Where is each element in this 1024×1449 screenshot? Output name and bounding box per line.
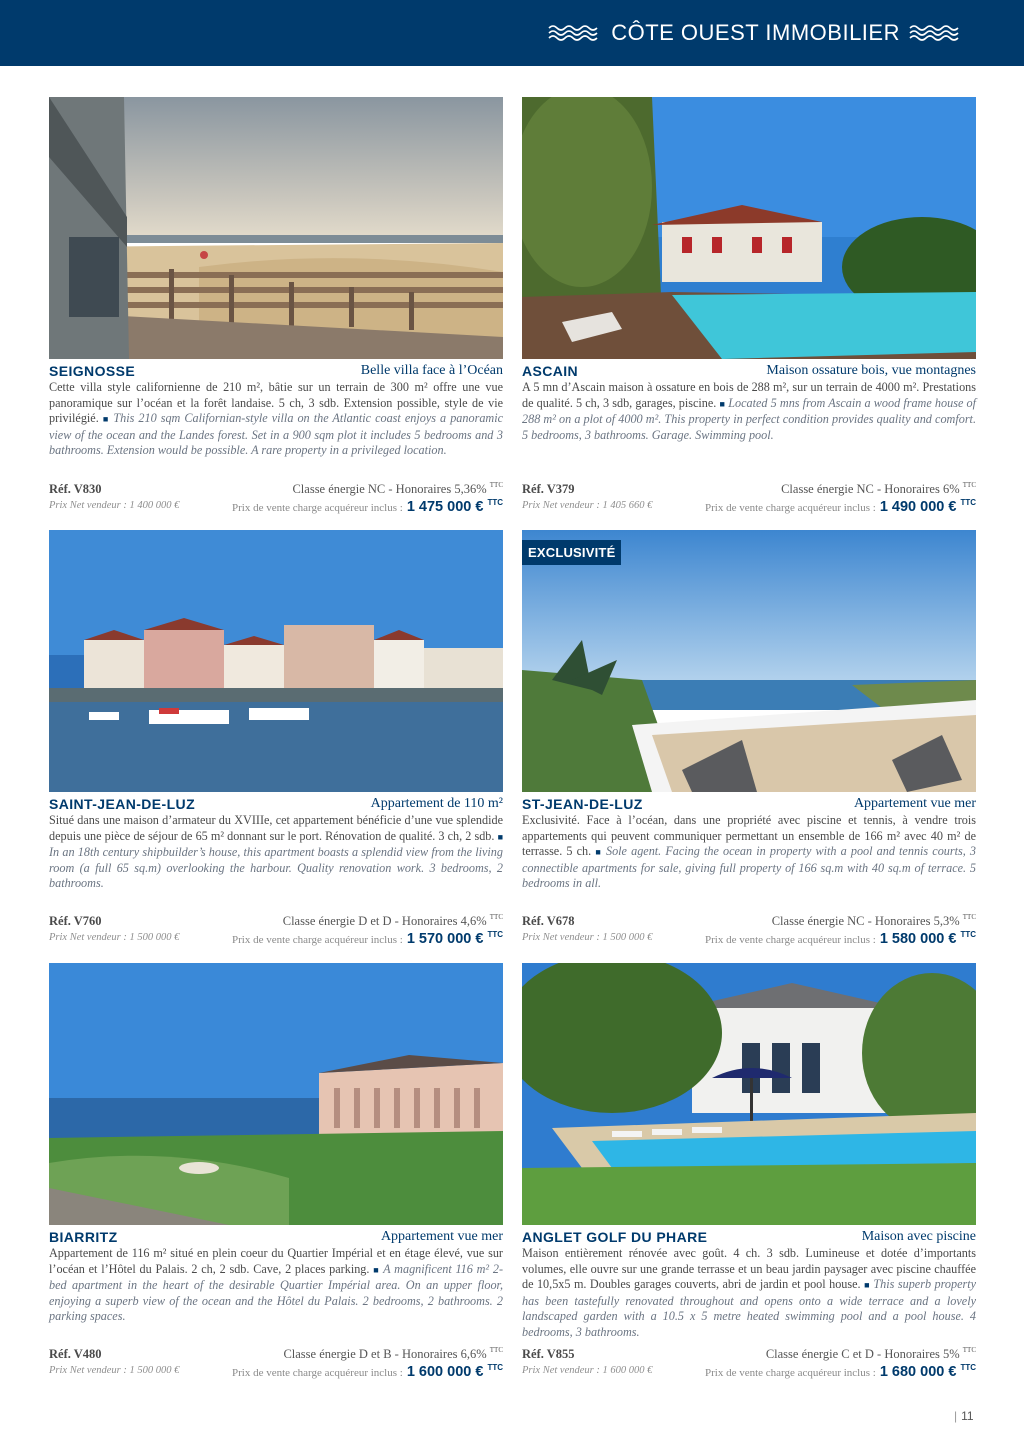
separator: | [954,1409,958,1423]
description-fr: Maison entièrement rénovée avec goût. 4 ch. 3 sdb. Lumineuse et dotée d’importants volumes, elle ouvre sur une grande terrasse et un beau jardin paysager avec piscine chauffée de 10,5x5 m. Doubles garages couverts, abri de jardin et pool house. [522,1246,976,1292]
energy-text: Classe énergie D et B - Honoraires 6,6% [283,1347,487,1361]
square-bullet-icon: ■ [595,847,602,858]
description-fr: Situé dans une maison d’armateur du XVIIIe, cet appartement bénéficie d’une vue splendide depuis une pièce de séjour de 65 m² donnant sur le port. Rénovation de qualité. 3 ch, 2 sdb. [49,813,503,843]
ttc-label: TTC [489,481,503,489]
listing-description [49,380,503,459]
price-label: Prix de vente charge acquéreur inclus : [231,934,403,946]
energy-text: Classe énergie NC - Honoraires 5,3% [771,914,960,928]
sea-terrace-photo [522,530,976,792]
listing-ref: Réf. V855 [522,1347,575,1361]
listing-city: ASCAIN [522,363,579,379]
listing-price: 1 600 000 € [406,1364,484,1380]
energy-fees [781,482,976,497]
square-bullet-icon: ■ [497,831,503,842]
listing-ref: Réf. V678 [522,914,575,928]
waves-icon [908,23,964,43]
ttc-label: TTC [489,1346,503,1354]
beach-terrace-photo [49,97,503,359]
square-bullet-icon: ■ [719,398,726,409]
price-label: Prix de vente charge acquéreur inclus : [231,1367,403,1379]
listing-type: Appartement vue mer [380,1229,503,1244]
listing-city: ANGLET GOLF DU PHARE [522,1229,708,1245]
listing-type: Maison ossature bois, vue montagnes [766,363,976,378]
description-en: In an 18th century shipbuilder’s house, this apartment boasts a splendid view from the living room (a full 65 sq.m) overlooking the harbour. Quality renovation work. 3 bedrooms, 2 bathrooms. [49,845,503,891]
house-pool-photo [522,97,976,359]
listing-ref: Réf. V480 [49,1347,102,1361]
description-fr: A 5 mn d’Ascain maison à ossature en bois de 288 m², sur un terrain de 4000 m². Prestations de qualité. 5 ch, 3 sdb, garages, piscine. [522,380,976,410]
ttc-label: TTC [487,498,503,507]
listing-photo [49,97,503,359]
listing-description [522,813,976,892]
price-label: Prix de vente charge acquéreur inclus : [231,502,403,514]
price-label: Prix de vente charge acquéreur inclus : [704,1367,876,1379]
exclusive-badge: EXCLUSIVITÉ [522,540,621,565]
listing-type: Maison avec piscine [861,1229,976,1244]
listing-description [49,1246,503,1325]
net-seller-price: Prix Net vendeur : 1 600 000 € [522,1365,653,1376]
listing-city: ST-JEAN-DE-LUZ [522,796,643,812]
listing-price: 1 570 000 € [406,931,484,947]
listing-ref: Réf. V760 [49,914,102,928]
page-number [954,1409,974,1423]
energy-fees [292,482,503,497]
price-label: Prix de vente charge acquéreur inclus : [704,502,876,514]
square-bullet-icon: ■ [373,1264,380,1275]
listing-ref: Réf. V830 [49,482,102,496]
listing-type: Appartement vue mer [853,796,976,811]
net-seller-price: Prix Net vendeur : 1 500 000 € [49,1365,180,1376]
net-seller-price: Prix Net vendeur : 1 500 000 € [522,932,653,943]
listing-description [49,813,503,892]
price-block [232,1363,503,1381]
price-block [705,498,976,516]
energy-text: Classe énergie NC - Honoraires 5,36% [292,482,487,496]
price-block [705,1363,976,1381]
description-en: Located 5 mns from Ascain a wood frame house of 288 m² on a plot of 4000 m². This property in perfect condition provides quality and comfort. 5 bedrooms, 3 bathrooms. Garage. Swimming pool. [522,395,976,442]
energy-text: Classe énergie D et D - Honoraires 4,6% [282,914,487,928]
ttc-label: TTC [487,930,503,939]
hotel-palais-photo [49,963,503,1225]
ttc-label: TTC [487,1363,503,1372]
listing-ref: Réf. V379 [522,482,575,496]
brand-logo [547,20,964,46]
ttc-label: TTC [962,481,976,489]
description-en: Sole agent. Facing the ocean in property with a pool and tennis courts, 3 connectible apartments for sale, giving full property of 166 sq.m with 40 sq.m of terrace. 5 bedrooms in all. [522,844,977,891]
price-block [232,498,503,516]
waves-icon [547,23,603,43]
ttc-label: TTC [489,913,503,921]
price-label: Prix de vente charge acquéreur inclus : [704,934,876,946]
description-en: This 210 sqm Californian-style villa on the Atlantic coast enjoys a panoramic view of the ocean and the Landes forest. Set in a 900 sqm plot it includes 5 bedrooms and 3 bathrooms. Extension would be possible. A rare property in a privileged location. [49,411,504,458]
energy-fees [283,1347,503,1362]
listing-photo [522,963,976,1225]
description-en: This superb property has been tastefully renovated throughout and opens onto a wide terrace and a lovely landscaped garden with a 10.5 x 5 metre heated swimming pool and a pool house. 4 bedrooms, 3 bathrooms. [522,1277,977,1339]
energy-fees [766,1347,976,1362]
energy-fees [772,914,976,929]
listing-type: Appartement de 110 m² [370,796,503,811]
price-block [705,930,976,948]
listing-photo [522,97,976,359]
net-seller-price: Prix Net vendeur : 1 405 660 € [522,500,653,511]
listing-city: SAINT-JEAN-DE-LUZ [49,796,196,812]
net-seller-price: Prix Net vendeur : 1 500 000 € [49,932,180,943]
listing-photo [49,963,503,1225]
brand-name: CÔTE OUEST IMMOBILIER [611,20,900,45]
listing-price: 1 580 000 € [879,931,957,947]
square-bullet-icon: ■ [864,1280,870,1291]
listing-city: SEIGNOSSE [49,363,136,379]
description-fr: Exclusivité. Face à l’océan, dans une propriété avec piscine et tennis, à vendre trois appartements qui peuvent communiquer permettant un ensemble de 166 m² avec 40 m² de terrasse. 5 ch. [522,813,976,859]
listing-price: 1 475 000 € [406,499,484,515]
listing-description [522,380,976,443]
listing-photo [49,530,503,792]
listing-price: 1 680 000 € [879,1364,957,1380]
listing-city: BIARRITZ [49,1229,118,1245]
ttc-label: TTC [962,1346,976,1354]
description-en: A magnificent 116 m² 2-bed apartment in the heart of the desirable Quartier Impérial area. On an upper floor, enjoying a superb view of the ocean and the Hôtel du Palais. 2 bedrooms, 2 bathrooms. 2 parking spaces. [49,1261,504,1324]
net-seller-price: Prix Net vendeur : 1 400 000 € [49,500,180,511]
listing-price: 1 490 000 € [879,499,957,515]
description-fr: Appartement de 116 m² situé en plein coeur du Quartier Impérial et en étage élevé, vue sur l’océan et l’Hôtel du Palais. 2 ch, 2 sdb. Cave, 2 places parking. [49,1246,503,1276]
listing-description [522,1246,976,1341]
page-header [0,0,1024,66]
ttc-label: TTC [960,930,976,939]
listing-type: Belle villa face à l’Océan [360,363,503,378]
page-number-value: 11 [961,1409,974,1423]
ttc-label: TTC [960,1363,976,1372]
square-bullet-icon: ■ [102,414,110,425]
harbour-photo [49,530,503,792]
listing-photo [522,530,976,792]
energy-text: Classe énergie C et D - Honoraires 5% [765,1347,960,1361]
energy-fees [283,914,503,929]
price-block [232,930,503,948]
description-fr: Cette villa style californienne de 210 m², bâtie sur un terrain de 300 m² offre une vue panoramique sur l’océan et la forêt landaise. 5 ch, 3 sdb. Extension possible, style de vie privilégié. [49,380,503,426]
energy-text: Classe énergie NC - Honoraires 6% [781,482,960,496]
ttc-label: TTC [960,498,976,507]
garden-pool-photo [522,963,976,1225]
ttc-label: TTC [962,913,976,921]
